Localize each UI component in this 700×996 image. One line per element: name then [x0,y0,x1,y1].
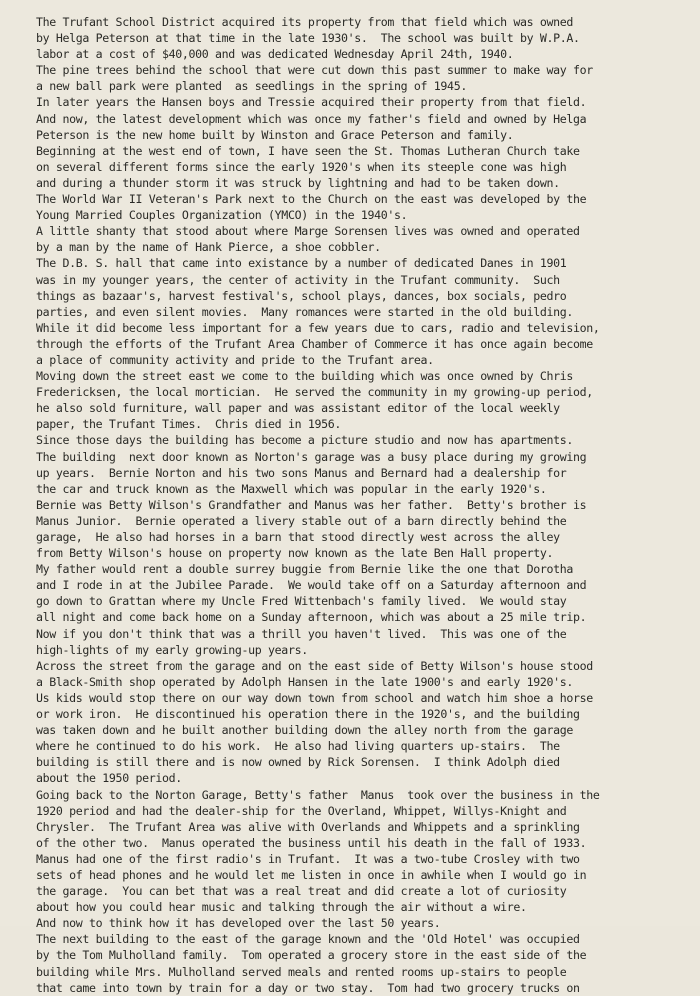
text-line: a place of community activity and pride to the Trufant area. [36,352,434,367]
text-line: high-lights of my early growing-up years. [36,642,308,657]
text-line: things as bazaar's, harvest festival's, school plays, dances, box socials, pedro [36,288,567,303]
text-line: Since those days the building has become a picture studio and now has apartments. [36,433,574,448]
text-line: Beginning at the west end of town, I have seen the St. Thomas Lutheran Church take [36,143,580,158]
text-line: Bernie was Betty Wilson's Grandfather and Manus was her father. Betty's brother is [36,497,587,512]
text-line: Moving down the street east we come to the building which was once owned by Chris [36,369,574,384]
text-line: about how you could hear music and talking through the air without a wire. [36,900,527,915]
text-line: The World War II Veteran's Park next to the Church on the east was developed by the [36,192,587,207]
text-line: Across the street from the garage and on the east side of Betty Wilson's house stood [36,658,593,673]
text-line: parties, and even silent movies. Many romances were started in the old building. [36,304,574,319]
text-line: Young Married Couples Organization (YMCO) in the 1940's. [36,208,408,223]
text-line: My father would rent a double surrey buggie from Bernie like the one that Dorotha [36,562,574,577]
text-line: building is still there and is now owned by Rick Sorensen. I think Adolph died [36,755,560,770]
text-line: he also sold furniture, wall paper and was assistant editor of the local weekly [36,401,560,416]
text-line: the car and truck known as the Maxwell which was popular in the early 1920's. [36,481,547,496]
text-line: all night and come back home on a Sunday afternoon, which was about a 25 mile trip. [36,610,587,625]
text-line: that came into town by train for a day or two stay. Tom had two grocery trucks on [36,980,580,995]
text-line: and during a thunder storm it was struck by lightning and had to be taken down. [36,175,560,190]
text-line: paper, the Trufant Times. Chris died in 1956. [36,417,341,432]
text-line: And now to think how it has developed over the last 50 years. [36,916,441,931]
text-line: The pine trees behind the school that were cut down this past summer to make way for [36,63,593,78]
document-text [36,14,700,996]
text-line: or work iron. He discontinued his operation there in the 1920's, and the building [36,707,580,722]
text-line: And now, the latest development which was once my father's field and owned by Helga [36,111,587,126]
text-line: a new ball park were planted as seedlings in the spring of 1945. [36,79,467,94]
text-line: the garage. You can bet that was a real treat and did create a lot of curiosity [36,884,567,899]
text-line: While it did become less important for a few years due to cars, radio and television, [36,320,600,335]
text-line: Us kids would stop there on our way down town from school and watch him shoe a horse [36,690,593,705]
text-line: by Helga Peterson at that time in the late 1930's. The school was built by W.P.A. [36,31,580,46]
text-line: a Black-Smith shop operated by Adolph Hansen in the late 1900's and early 1920's. [36,674,574,689]
text-line: labor at a cost of $40,000 and was dedicated Wednesday April 24th, 1940. [36,47,514,62]
text-line: go down to Grattan where my Uncle Fred Wittenbach's family lived. We would stay [36,594,567,609]
text-line: was taken down and he built another building down the alley north from the garage [36,723,574,738]
text-line: The building next door known as Norton's garage was a busy place during my growing [36,449,587,464]
text-line: was in my younger years, the center of activity in the Trufant community. Such [36,272,560,287]
text-line: up years. Bernie Norton and his two sons Manus and Bernard had a dealership for [36,465,567,480]
text-line: Chrysler. The Trufant Area was alive with Overlands and Whippets and a sprinkling [36,819,580,834]
text-line: The next building to the east of the garage known and the 'Old Hotel' was occupied [36,932,580,947]
text-line: about the 1950 period. [36,771,182,786]
text-line: 1920 period and had the dealer-ship for the Overland, Whippet, Willys-Knight and [36,803,567,818]
text-line: sets of head phones and he would let me listen in once in awhile when I would go in [36,867,587,882]
text-line: and I rode in at the Jubilee Parade. We would take off on a Saturday afternoon and [36,578,587,593]
text-line: Manus Junior. Bernie operated a livery stable out of a barn directly behind the [36,513,567,528]
text-line: Now if you don't think that was a thrill you haven't lived. This was one of the [36,626,567,641]
text-line: where he continued to do his work. He also had living quarters up-stairs. The [36,739,560,754]
text-line: Manus had one of the first radio's in Trufant. It was a two-tube Crosley with two [36,851,580,866]
text-line: The D.B. S. hall that came into existance by a number of dedicated Danes in 1901 [36,256,567,271]
text-line: through the efforts of the Trufant Area Chamber of Commerce it has once again become [36,336,593,351]
text-line: The Trufant School District acquired its property from that field which was owned [36,15,574,29]
text-line: Fredericksen, the local mortician. He served the community in my growing-up period, [36,385,593,400]
text-line: garage, He also had horses in a barn that stood directly west across the alley [36,530,560,544]
text-line: Peterson is the new home built by Winston and Grace Peterson and family. [36,127,514,142]
text-line: from Betty Wilson's house on property now known as the late Ben Hall property. [36,546,554,561]
text-line: Going back to the Norton Garage, Betty's father Manus took over the business in the [36,787,600,802]
text-line: on several different forms since the early 1920's when its steeple cone was high [36,159,567,174]
text-line: of the other two. Manus operated the business until his death in the fall of 1933. [36,835,587,850]
text-line: by the Tom Mulholland family. Tom operated a grocery store in the east side of the [36,948,587,963]
text-line: by a man by the name of Hank Pierce, a shoe cobbler. [36,240,381,255]
text-line: A little shanty that stood about where Marge Sorensen lives was owned and operated [36,224,580,239]
text-line: In later years the Hansen boys and Tressie acquired their property from that field. [36,95,587,110]
text-line: building while Mrs. Mulholland served meals and rented rooms up-stairs to people [36,964,567,979]
